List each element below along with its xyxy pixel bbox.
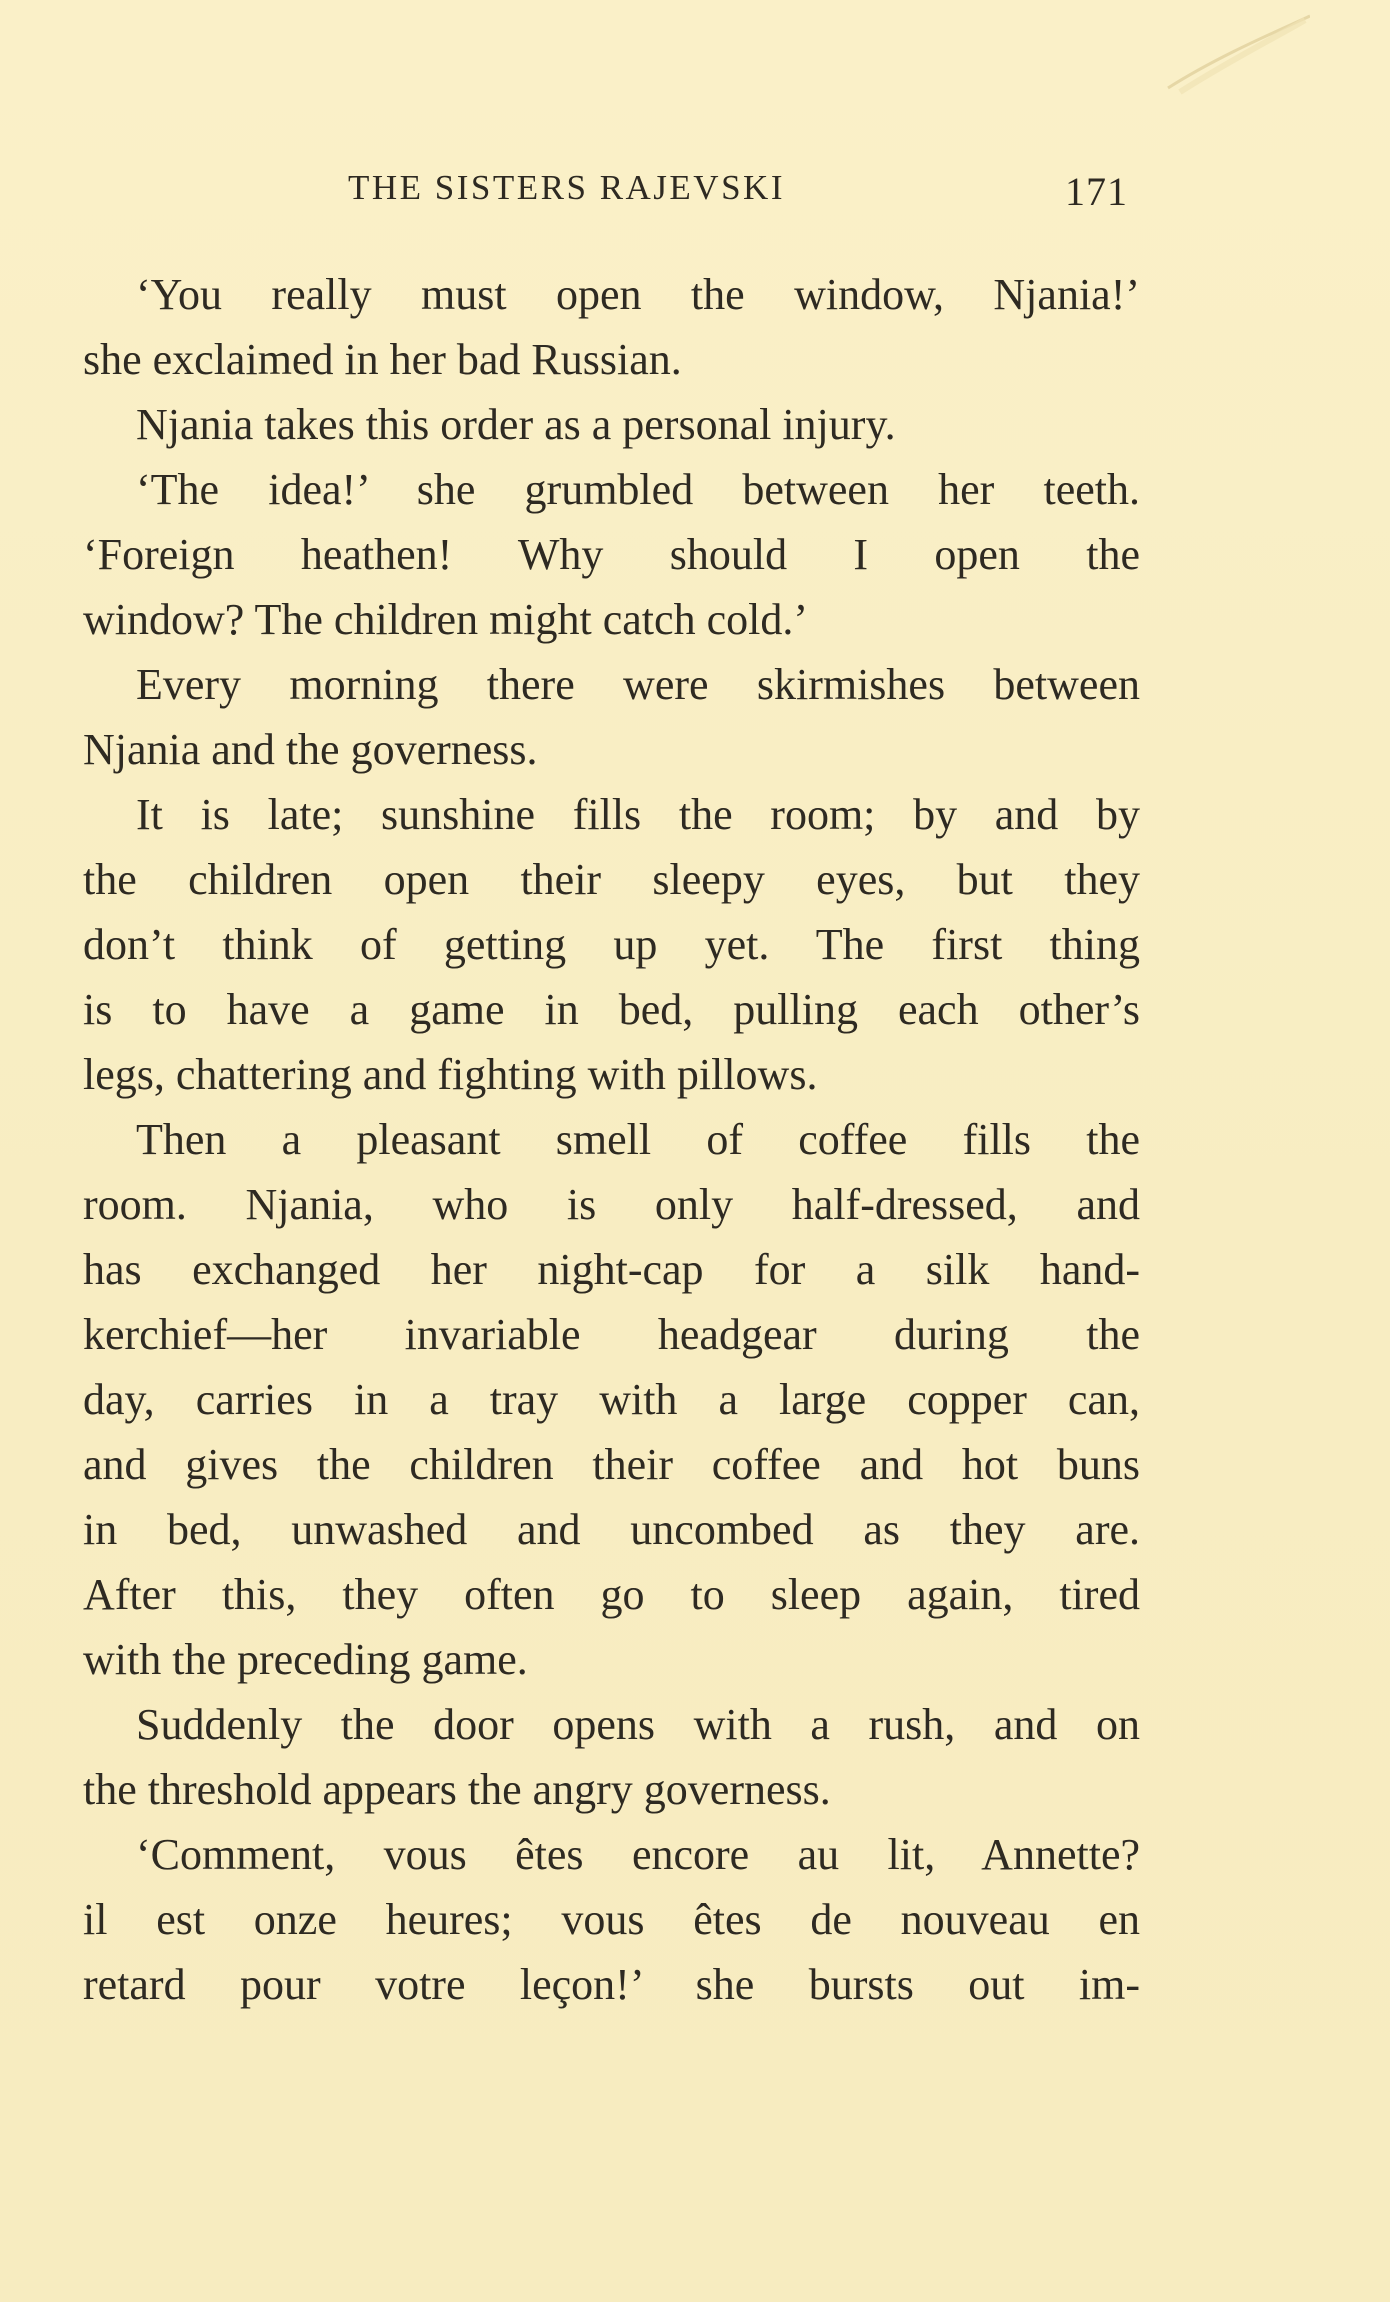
text-line: It is late; sunshine fills the room; by and by bbox=[136, 790, 1140, 839]
text-line: don’t think of getting up yet. The first thing bbox=[83, 920, 1140, 969]
text-line: ‘You really must open the window, Njania!’ bbox=[136, 270, 1140, 319]
text-line: has exchanged her night-cap for a silk hand- bbox=[83, 1245, 1140, 1294]
text-line: room. Njania, who is only half-dressed, and bbox=[83, 1180, 1140, 1229]
running-header bbox=[0, 168, 1390, 218]
text-line: kerchief—her invariable headgear during the bbox=[83, 1310, 1140, 1359]
text-line: is to have a game in bed, pulling each other’s bbox=[83, 985, 1140, 1034]
text-line: legs, chattering and fighting with pillows. bbox=[83, 1050, 818, 1099]
body-text bbox=[83, 262, 1140, 2017]
text-line: Njania takes this order as a personal injury. bbox=[136, 400, 896, 449]
text-line: Every morning there were skirmishes between bbox=[136, 660, 1140, 709]
text-line: in bed, unwashed and uncombed as they are. bbox=[83, 1505, 1140, 1554]
text-line: Njania and the governess. bbox=[83, 725, 538, 774]
text-line: window? The children might catch cold.’ bbox=[83, 595, 808, 644]
text-line: Suddenly the door opens with a rush, and on bbox=[136, 1700, 1140, 1749]
text-line: After this, they often go to sleep again, tired bbox=[83, 1570, 1140, 1619]
page-number: 171 bbox=[1065, 169, 1128, 214]
text-line: il est onze heures; vous êtes de nouveau en bbox=[83, 1895, 1140, 1944]
text-line: day, carries in a tray with a large copper can, bbox=[83, 1375, 1140, 1424]
text-line: the threshold appears the angry governess. bbox=[83, 1765, 831, 1814]
text-line: she exclaimed in her bad Russian. bbox=[83, 335, 682, 384]
text-line: ‘The idea!’ she grumbled between her teeth. bbox=[136, 465, 1140, 514]
text-line: and gives the children their coffee and hot buns bbox=[83, 1440, 1140, 1489]
page-crease-mark bbox=[1160, 10, 1310, 100]
text-line: ‘Foreign heathen! Why should I open the bbox=[83, 530, 1140, 579]
running-title: THE SISTERS RAJEVSKI bbox=[348, 168, 785, 207]
text-line: the children open their sleepy eyes, but they bbox=[83, 855, 1140, 904]
text-line: retard pour votre leçon!’ she bursts out im- bbox=[83, 1960, 1140, 2009]
text-line: ‘Comment, vous êtes encore au lit, Annette? bbox=[136, 1830, 1140, 1879]
text-line: with the preceding game. bbox=[83, 1635, 528, 1684]
text-line: Then a pleasant smell of coffee fills the bbox=[136, 1115, 1140, 1164]
